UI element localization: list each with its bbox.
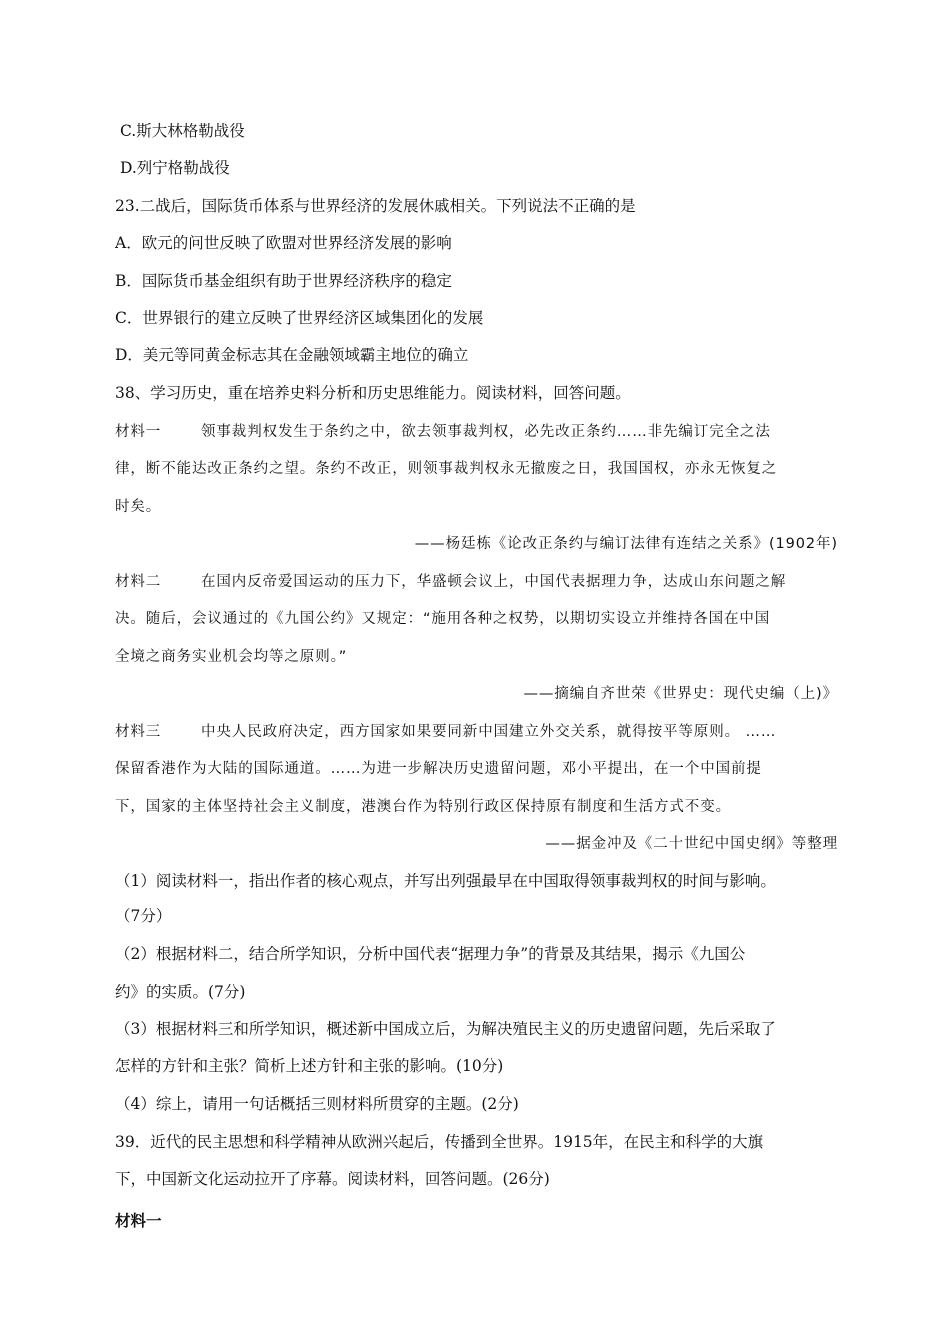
material-2-line-2: 决。随后，会议通过的《九国公约》又规定：“施用各种之权势，以期切实设立并维持各国在中国 (115, 611, 771, 627)
option-d-q22: D.列宁格勒战役 (120, 159, 230, 177)
material-3-line-3: 下，国家的主体坚持社会主义制度，港澳台作为特别行政区保持原有制度和生活方式不变。 (115, 799, 731, 815)
subquestion-3-line-1: （3）根据材料三和所学知识，概述新中国成立后，为解决殖民主义的历史遗留问题，先后采取了 (115, 1020, 776, 1038)
material-3-line-2: 保留香港作为大陆的国际通道。……为进一步解决历史遗留问题，邓小平提出，在一个中国前提 (115, 761, 762, 777)
material-3-source: ——据金冲及《二十世纪中国史纲》等整理 (545, 836, 838, 852)
option-b-q23: B．国际货币基金组织有助于世界经济秩序的稳定 (115, 272, 452, 290)
material-1-line-1 (115, 422, 771, 442)
subquestion-4: （4）综上，请用一句话概括三则材料所贯穿的主题。(2分) (115, 1095, 519, 1113)
material-1-text-1: 领事裁判权发生于条约之中，欲去领事裁判权，必先改正条约……非先编订完全之法 (201, 424, 771, 440)
option-a-q23: A．欧元的问世反映了欧盟对世界经济发展的影响 (115, 234, 452, 252)
option-c-q22: C.斯大林格勒战役 (120, 122, 245, 140)
subquestion-1-line-1: （1）阅读材料一，指出作者的核心观点，并写出列强最早在中国取得领事裁判权的时间与影响。 (115, 872, 776, 890)
question-39-material-1-label: 材料一 (115, 1211, 162, 1230)
subquestion-3-line-2: 怎样的方针和主张？简析上述方针和主张的影响。(10分) (115, 1057, 504, 1075)
material-1-line-3: 时矣。 (115, 499, 162, 515)
option-c-q23: C．世界银行的建立反映了世界经济区域集团化的发展 (115, 309, 484, 327)
material-1-label: 材料一 (115, 424, 162, 440)
material-3-line-1 (115, 722, 776, 742)
material-3-text-1: 中央人民政府决定，西方国家如果要同新中国建立外交关系，就得按平等原则。 …… (201, 724, 777, 740)
material-2-label: 材料二 (115, 574, 162, 590)
option-d-q23: D．美元等同黄金标志其在金融领域霸主地位的确立 (115, 346, 469, 364)
material-2-line-3: 全境之商务实业机会均等之原则。” (115, 649, 348, 665)
material-3-label: 材料三 (115, 724, 162, 740)
material-2-source: ——摘编自齐世荣《世界史：现代史编（上)》 (523, 686, 838, 702)
material-2-line-1 (115, 572, 786, 592)
material-2-text-1: 在国内反帝爱国运动的压力下，华盛顿会议上，中国代表据理力争，达成山东问题之解 (201, 574, 787, 590)
subquestion-2-line-1: （2）根据材料二，结合所学知识，分析中国代表“据理力争”的背景及其结果，揭示《九国公 (115, 945, 746, 963)
question-39-line-2: 下，中国新文化运动拉开了序幕。阅读材料，回答问题。(26分) (115, 1170, 550, 1188)
question-39-line-1: 39．近代的民主思想和科学精神从欧洲兴起后，传播到全世界。1915年，在民主和科学的大旗 (115, 1133, 764, 1151)
material-1-source: ——杨廷栋《论改正条约与编订法律有连结之关系》(1902年) (414, 536, 838, 552)
material-1-line-2: 律，断不能达改正条约之望。条约不改正，则领事裁判权永无撤废之日，我国国权，亦永无恢复之 (115, 461, 778, 477)
subquestion-2-line-2: 约》的实质。(7分) (115, 983, 246, 1001)
subquestion-1-line-2: （7分） (115, 907, 172, 925)
question-38-stem: 38、学习历史，重在培养史料分析和历史思维能力。阅读材料，回答问题。 (115, 384, 631, 402)
question-23-stem: 23.二战后，国际货币体系与世界经济的发展休戚相关。下列说法不正确的是 (115, 197, 636, 215)
